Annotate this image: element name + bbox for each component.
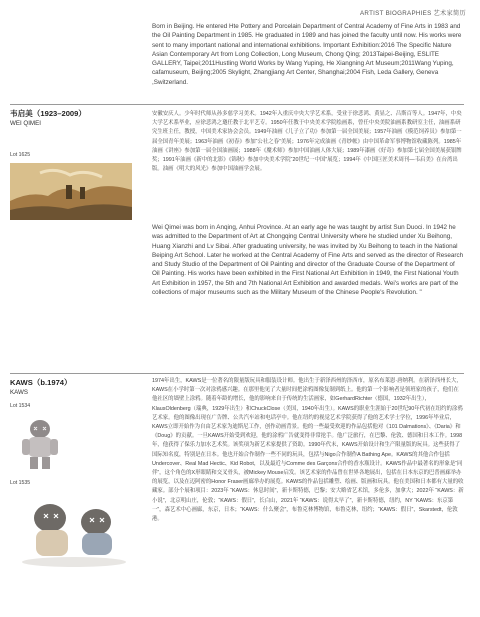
section-divider: [10, 104, 464, 105]
artist-name-en: WEI QIMEI: [10, 120, 41, 127]
painting-image: [10, 163, 132, 220]
artist-header-kaws: [10, 377, 130, 409]
artist-bio-en: Wei Qimei was born in Anqing, Anhui Province. At an early age he was taught by artist Sun Duoci. In 1942 he was admitted to the Department of Art at Chongqing Central University where he studied under Xu Beihong, Huang Xianzhi and Lv Sibai. After graduating university, he was invited by Xu Beihong to teach in the National Beiping Art School. Later he worked at the Central Academy of Fine Arts and served as the director of Research and Study Studio of the Department of Oil Painting and director of the Graduate Course of the Department of Oil Painting. His works have been exhibited in the First National Art Exhibition in 1949, the First National Youth Art Exhibition in 1957, the 5th and 7th National Art Exhibition and awarded medals. Wei's works are part of the collections of major museums such as the Military Museum of the Chinese People's Revolution. ": [152, 224, 464, 297]
artist-bio-zh: 1974年出生，KAWS是一位著名的限量版玩具和服装设计师。他出生于新泽西州的泽西市，原名布莱恩·唐纳利。在新泽西州长大，KAWS在小学时第一次对涂鸦感兴趣。在那里他见了大量时间把涂鸦图像复制到纸上。他的第一个影响者是领班家的孩子，他们在他社区的墙壁上涂鸦。随着年龄的增长，他的影响来自于传统的生活画家，如GerhardRichter（德国，1932年出生），KlausOldenberg（瑞典，1929年出生）和ChuckClose（美国，1940年出生）。KAWS的职业生涯始于20世纪90年代初在纽约的涂鸦艺术家。他的图像出现在广告牌、公共汽车站和电话亭中。他在纽约的视觉艺术学院获得了他的艺术学士学位，1996年毕业后，KAWS立即开始作为自由艺术家为迪斯尼工作，创作动画背景。他的一些最受欢迎的作品包括他对《101 Dalmations》、《Daria》和《Doug》的贡献。一旦KAWS开始受到欢迎，他的涂鸦广告就变得非常抢手。他广泛旅行，在巴黎、伦敦、德国和日本工作。1998年，他获得了保乐力加水艺术奖。该奖项为新艺术家提供了资助。1990年代末，KAWS开始设计和生产限量版的玩具。这些获得了国际知名度，特别是在日本。他也开始合作制作一些不同的玩具，包括与Nigo合作制作A Bathing Ape。KAWS的其他合作包括Undercover、Real Mad Hectic、Kid Robot，以及最近与Comme des Garçons合作的香水瓶设计。KAWS作品中最著名的形象是“同伴”，这个角色的X形眼睛和交叉骨头，被Mickey Mouse启发。该艺术家的作品曾在世界各地展出，包括在日本东京的巴普画廊举办的展览，以及在迈阿密的Honor Fraser画廊举办的展览。KAWS的作品包括雕塑、绘画、版画和玩具。他在美国和日本都有大量的收藏家。部分个展和项目：2023年 “KAWS：休息时间”，新卡斯特德，巴黎；安大略省艺术馆，多伦多，加拿大；2022年 “KAWS：新小说”，北京明山庄，伦敦；“KAWS：假日”，长白山，2021年 “KAWS：说得太早了”，新卡斯特德，纽约，NY “KAWS：东京第一”，森艺术中心画廊，东京，日本；“KAWS：什么聚会”，布鲁克林博物馆，布鲁克林，纽约；“KAWS：假日”，Skarstedt，伦敦港。: [152, 378, 464, 523]
lot-number: Lot 1534: [10, 403, 31, 409]
intro-paragraph: Born in Beijing. He entered Hte Pottery and Porcelain Department of Central Academy of Fine Arts in 1983 and the Oil Painting Department in 1985. He graduated in 1989 and has joined the faculty until now. His works were sent to many important national and international exhibitions. Important Exhibition:2016 The Specific Nature Asian Contemporary Art from Long Collection, Long Museum, Chong Qing; 2013Taipei-Beijing, ESLITE GALLERY, Taipei;2011Hustling World Works by Wang Yuping, He Xiangning Art Museum;2011Wang Yuping, cafamuseum, Beijing;2005 Skylight, Zhangjiang Art Center, Shanghai;2004 Fish, Leda Gallery, Geneva ,Switzerland.: [152, 23, 462, 86]
artist-name-zh: 韦启美（1923–2009）: [10, 109, 86, 118]
lot-number: Lot 1625: [10, 152, 31, 158]
lot-1535-image: [10, 488, 138, 570]
artist-name-en: KAWS: [10, 389, 28, 396]
artist-name-en-heading: KAWS（b.1974）: [10, 378, 72, 387]
sculpture-image: [10, 415, 70, 471]
lot-number: Lot 1535: [10, 480, 31, 486]
artist-bio-zh: 安徽安庆人。少年时代师从孙多慈学习美术。1942年入重庆中央大学艺术系，受业于徐悲鸿、黄显之、吕斯百等人。1947年，中央大学艺术系毕业，应徐悲鸿之邀任教于北平艺专。1950年任教于中央美术学院绘画系，曾任中央美院油画系教研室主任，油画系研究生班主任，教授，中国美术家协会会员。1949年油画《儿子立了功》参加第一届全国美展；1957年油画《模范饲养员》参加第一届全国青年美展；1963年油画《初春》参加“公社之春”美展；1976年完成油画《青纱帐》由中国革命军事博物馆收藏陈列。1985年油画《讲座》参加第一届全国油画展；1988年《魔术师》参加中国油画人体大展；1989年漆画《好奇》参加第七届全国美展获银牌奖；1991年油画《新中的北影》《锦秋》参加中央美术学院“20世纪一中国”展览；1994年《中国巨匠美术周刊—韦启美》在台湾出版。油画《明大的风光》参加中国油画学会展。: [152, 111, 462, 173]
lot-1625-image: [10, 163, 132, 220]
sculpture-image: [10, 488, 138, 570]
page-header: ARTIST BIOGRAPHIES 艺术家简历: [360, 10, 466, 17]
artist-header-wei-qimei: [10, 108, 130, 158]
section-divider: [10, 373, 464, 374]
lot-1534-image: [10, 415, 70, 471]
